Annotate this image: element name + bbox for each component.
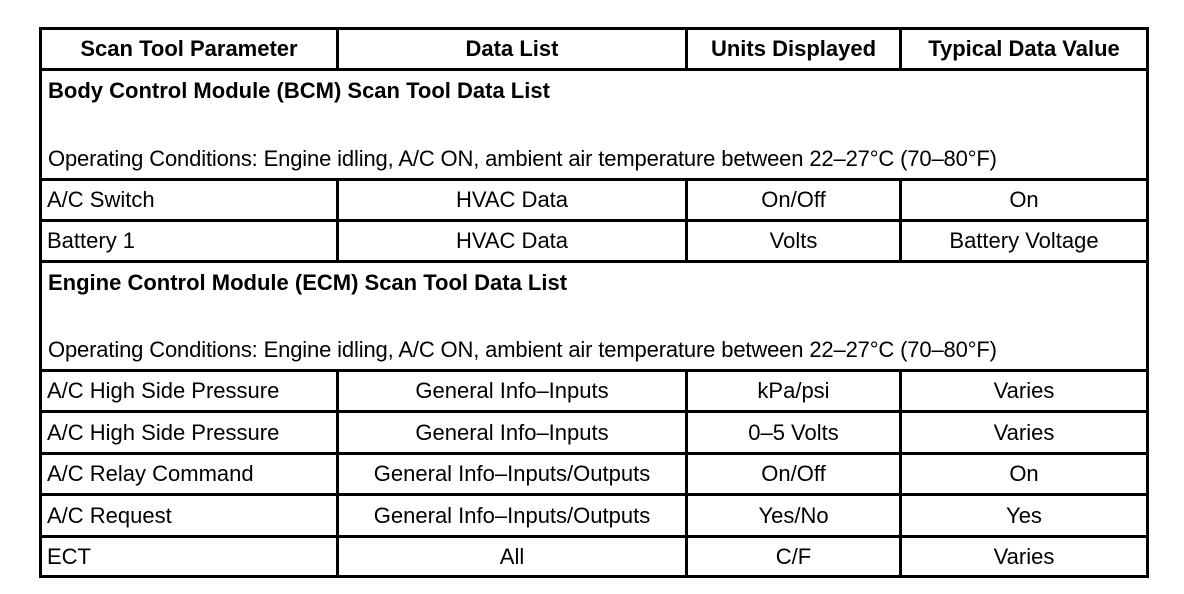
- header-scan-tool-parameter: Scan Tool Parameter: [80, 36, 298, 61]
- cell-units: C/F: [775, 543, 812, 569]
- table-row: [42, 372, 1146, 410]
- column-divider: [899, 178, 902, 260]
- cell-typical-value: Varies: [993, 543, 1055, 569]
- cell-units: Volts: [769, 228, 818, 253]
- cell-parameter: A/C High Side Pressure: [47, 419, 280, 445]
- cell-units: On/Off: [761, 461, 826, 486]
- cell-units: Yes/No: [758, 502, 829, 528]
- cell-data-list: HVAC Data: [455, 228, 569, 253]
- section-title-ecm: Engine Control Module (ECM) Scan Tool Data List: [48, 270, 568, 295]
- cell-data-list: General Info–Inputs: [415, 378, 609, 403]
- cell-parameter: A/C Switch: [47, 187, 155, 212]
- cell-typical-value: On: [1009, 461, 1039, 486]
- cell-units: kPa/psi: [757, 378, 830, 403]
- table-row: [42, 181, 1146, 219]
- section-conditions-bcm: Operating Conditions: Engine idling, A/C ON, ambient air temperature between 22–27°C (70–80°F): [48, 146, 997, 171]
- cell-data-list: All: [499, 543, 525, 569]
- cell-parameter: A/C Relay Command: [47, 461, 254, 486]
- header-data-list: Data List: [465, 36, 559, 61]
- table-row: [42, 222, 1146, 260]
- column-divider: [685, 369, 688, 575]
- cell-parameter: Battery 1: [47, 228, 136, 253]
- cell-typical-value: Battery Voltage: [949, 228, 1099, 253]
- section-ecm: [42, 263, 1146, 369]
- cell-units: On/Off: [761, 187, 826, 212]
- cell-typical-value: Varies: [993, 378, 1055, 403]
- column-divider: [336, 369, 339, 575]
- table-row: [42, 455, 1146, 493]
- column-divider: [336, 30, 339, 68]
- column-divider: [685, 30, 688, 68]
- cell-data-list: General Info–Inputs/Outputs: [373, 461, 651, 486]
- cell-parameter: A/C Request: [47, 502, 172, 528]
- cell-typical-value: On: [1009, 187, 1039, 212]
- cell-data-list: General Info–Inputs/Outputs: [373, 502, 651, 528]
- column-divider: [899, 369, 902, 575]
- header-typical-data-value: Typical Data Value: [928, 36, 1120, 61]
- cell-parameter: ECT: [47, 543, 91, 569]
- table-row: [42, 413, 1146, 452]
- section-bcm: [42, 71, 1146, 178]
- cell-data-list: General Info–Inputs: [415, 419, 609, 445]
- section-title-bcm: Body Control Module (BCM) Scan Tool Data List: [48, 78, 550, 103]
- table-header-row: [42, 30, 1146, 68]
- cell-data-list: HVAC Data: [455, 187, 569, 212]
- table-row: [42, 496, 1146, 535]
- scan-tool-data-table: [39, 27, 1149, 578]
- header-units-displayed: Units Displayed: [710, 36, 877, 61]
- cell-parameter: A/C High Side Pressure: [47, 378, 280, 403]
- table-row: [42, 538, 1146, 575]
- column-divider: [899, 30, 902, 68]
- cell-typical-value: Yes: [1006, 502, 1042, 528]
- column-divider: [336, 178, 339, 260]
- column-divider: [685, 178, 688, 260]
- cell-units: 0–5 Volts: [748, 419, 839, 445]
- cell-typical-value: Varies: [993, 419, 1055, 445]
- section-conditions-ecm: Operating Conditions: Engine idling, A/C ON, ambient air temperature between 22–27°C (70–80°F): [48, 337, 997, 362]
